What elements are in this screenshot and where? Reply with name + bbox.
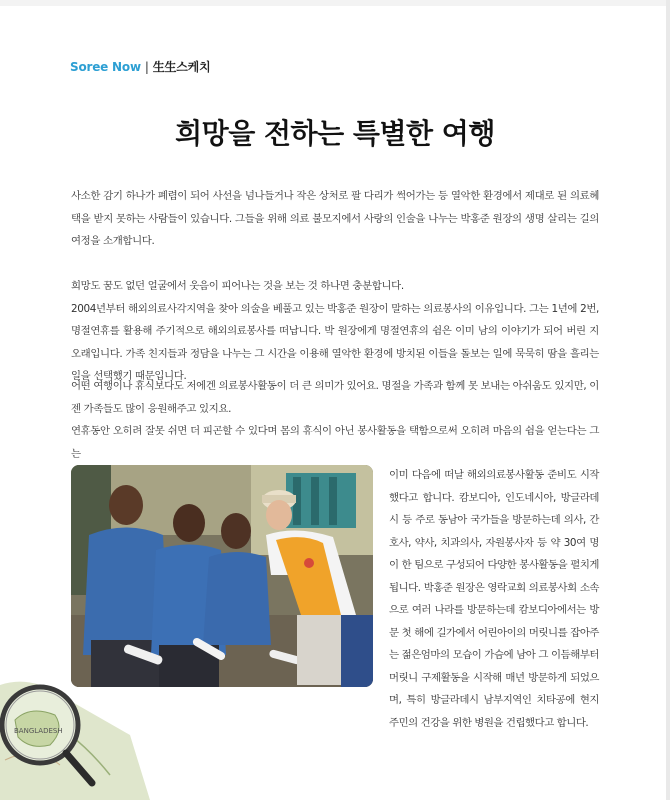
intro-text: 사소한 감기 하나가 폐렴이 되어 사선을 넘나들거나 작은 상처로 팔 다리가 썩어가는 등 열악한 환경에서 제대로 된 의료혜택을 받지 못하는 사람들이 있습니다. 그들을 위해 의료 불모지에서 사랑의 인술을 나누는 박홍준 원장의 생명 살리는 길의 여정을 소개합니다. (71, 190, 599, 247)
photo-illustration (71, 465, 373, 687)
reason-lead: 희망도 꿈도 없던 얼굴에서 웃음이 피어나는 것을 보는 것 하나면 충분합니다. (71, 280, 404, 292)
reason-paragraph (71, 275, 599, 388)
magnifier-map-decoration (0, 665, 150, 800)
side-paragraph (389, 464, 599, 734)
section-category: 生生스케치 (152, 60, 211, 74)
brand-name: Soree Now (70, 60, 141, 74)
meaning-tail: 연휴동안 오히려 잘못 쉬면 더 피곤할 수 있다며 몸의 휴식이 아닌 봉사활동을 택함으로써 오히려 마음의 쉼을 얻는다는 그는 (71, 425, 599, 460)
label-separator: | (144, 60, 149, 74)
side-text-body: 이미 다음에 떠날 해외의료봉사활동 준비도 시작했다고 합니다. 캄보디아, 인도네시아, 방글라데시 등 주로 동남아 국가들을 방문하는데 의사, 간호사, 약사, 치과의사, 자원봉사자 등 약 30여 명이 한 팀으로 구성되어 다양한 봉사활동을 펼치게 됩니다. 박홍준 원장은 영락교회 의료봉사회 소속으로 여러 나라를 방문하는데 캄보디아에서는 방문 첫 해에 길가에서 어린아이의 머릿니를 잡아주는 젊은엄마의 모습이 가슴에 남아 그 이듬해부터 머릿니 구제활동을 시작해 매년 방문하게 되었으며, 특히 방글라데시 남부지역인 치타공에 현지 주민의 건강을 위한 병원을 건립했다고 합니다. (389, 469, 599, 729)
page-title: 희망을 전하는 특별한 여행 (175, 117, 495, 150)
volunteer-photo (71, 465, 373, 687)
meaning-paragraph (71, 375, 599, 465)
section-label (70, 58, 210, 75)
map-magnifier-icon (0, 665, 150, 800)
map-label: BANGLADESH (14, 727, 63, 735)
meaning-quote: 어떤 여행이나 휴식보다도 저에겐 의료봉사활동이 더 큰 의미가 있어요. 명절을 가족과 함께 못 보내는 아쉬움도 있지만, 이젠 가족들도 많이 응원해주고 있지요. (71, 380, 599, 415)
intro-paragraph (71, 185, 599, 253)
reason-body: 2004년부터 해외의료사각지역을 찾아 의술을 베풀고 있는 박홍준 원장이 말하는 의료봉사의 이유입니다. 그는 1년에 2번, 명절연휴를 활용해 주기적으로 해외의료봉사를 떠납니다. 박 원장에게 명절연휴의 쉼은 이미 남의 이야기가 되어 버린 지 오래입니다. 가족 친지들과 정담을 나누는 그 시간을 이용해 열악한 환경에 방치된 이들을 돌보는 일에 묵묵히 땀을 흘리는 일을 선택했기 때문입니다. (71, 302, 599, 382)
top-rule (0, 0, 670, 6)
